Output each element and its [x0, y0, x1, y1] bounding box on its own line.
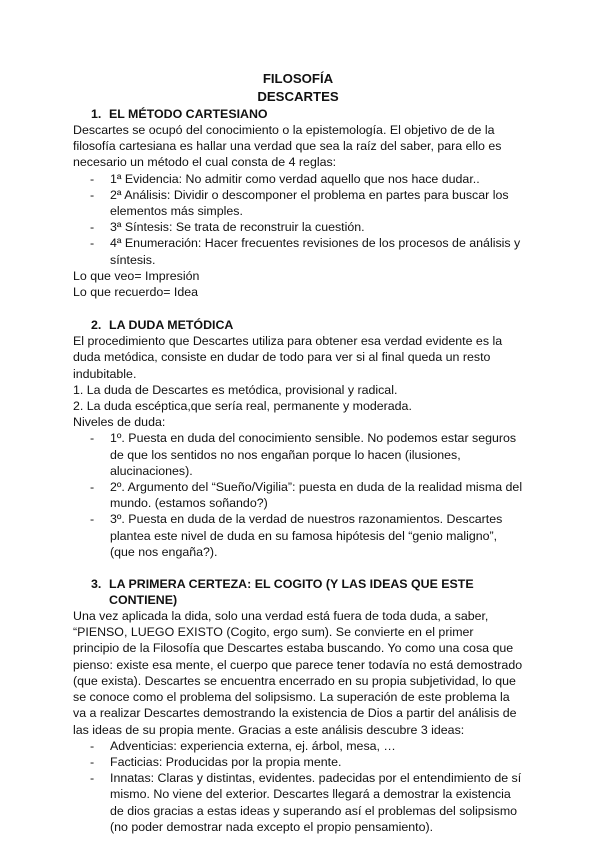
- section-3-intro: Una vez aplicada la dida, solo una verdad está fuera de toda duda, a saber, “PIENSO, LUEGO EXISTO (Cogito, ergo sum). Se convierte en el primer principio de la Filosofía que Descartes estaba buscando. Yo como una cosa que pienso: existe esa mente, el cuerpo que parece tener todavía no está demostrado (que exista). Descartes se encuentra encerrado en su propia subjetividad, lo que se conoce como el problema del solipsismo. La superación de este problema la va a realizar Descartes demostrando la existencia de Dios a partir del análisis de las ideas de su propia mente. Gracias a este análisis descubre 3 ideas:: [73, 609, 523, 737]
- list-item: - 1ª Evidencia: No admitir como verdad aquello que nos hace dudar..: [90, 171, 480, 186]
- list-item: - Innatas: Claras y distintas, evidentes. padecidas por el entendimiento de sí mismo. No viene del exterior. Descartes llegará a demostrar la existencia de dios gracias a estas ideas y superando así el problemas del solipsismo (no poder demostrar nada excepto el propio pensamiento).: [90, 771, 522, 834]
- section-2-line-3: Niveles de duda:: [73, 415, 166, 430]
- section-1-intro: Descartes se ocupó del conocimiento o la epistemología. El objetivo de de la filosofía cartesiana es hallar una verdad que sea la raíz del saber, para ello es necesario un método el cual consta de 4 reglas:: [73, 123, 502, 170]
- section-2-heading: 2. LA DUDA METÓDICA: [91, 318, 234, 333]
- section-1-note-1: Lo que veo= Impresión: [73, 268, 200, 283]
- section-3-ideas-list: [73, 738, 523, 835]
- list-item: - Facticias: Producidas por la propia mente.: [90, 754, 342, 769]
- section-2-levels-list: [73, 430, 523, 560]
- list-item: - 2º. Argumento del “Sueño/Vigilia”: puesta en duda de la realidad misma del mundo. (estamos soñando?): [90, 480, 523, 511]
- section-2-line-1: 1. La duda de Descartes es metódica, provisional y radical.: [73, 382, 398, 397]
- section-3-heading: 3. LA PRIMERA CERTEZA: EL COGITO (Y LAS IDEAS QUE ESTE CONTIENE): [91, 577, 474, 608]
- list-item: - 3º. Puesta en duda de la verdad de nuestros razonamientos. Descartes plantea este nivel de duda en su famosa hipótesis del “genio maligno”, (que nos engaña?).: [90, 512, 503, 559]
- section-2-intro: El procedimiento que Descartes utiliza para obtener esa verdad evidente es la duda metódica, consiste en dudar de todo para ver si al final queda un resto indubitable.: [73, 334, 503, 381]
- section-1-rules-list: [73, 171, 523, 268]
- list-item: - 4ª Enumeración: Hacer frecuentes revisiones de los procesos de análisis y síntesis.: [90, 236, 521, 267]
- document-page: [73, 70, 523, 835]
- list-item: - 1º. Puesta en duda del conocimiento sensible. No podemos estar seguros de que los sentidos no nos engañan porque lo hacen (ilusiones, alucinaciones).: [90, 431, 517, 478]
- document-subtitle: DESCARTES: [257, 89, 339, 104]
- list-item: - Adventicias: experiencia externa, ej. árbol, mesa, …: [90, 738, 396, 753]
- list-item: - 2ª Análisis: Dividir o descomponer el problema en partes para buscar los elementos más simples.: [90, 187, 509, 219]
- section-1-heading: 1. EL MÉTODO CARTESIANO: [91, 107, 268, 121]
- section-2-line-2: 2. La duda escéptica,que sería real, permanente y moderada.: [73, 399, 412, 414]
- section-1-note-2: Lo que recuerdo= Idea: [73, 285, 199, 300]
- document-title: FILOSOFÍA: [262, 71, 334, 86]
- list-item: - 3ª Síntesis: Se trata de reconstruir la cuestión.: [90, 220, 365, 235]
